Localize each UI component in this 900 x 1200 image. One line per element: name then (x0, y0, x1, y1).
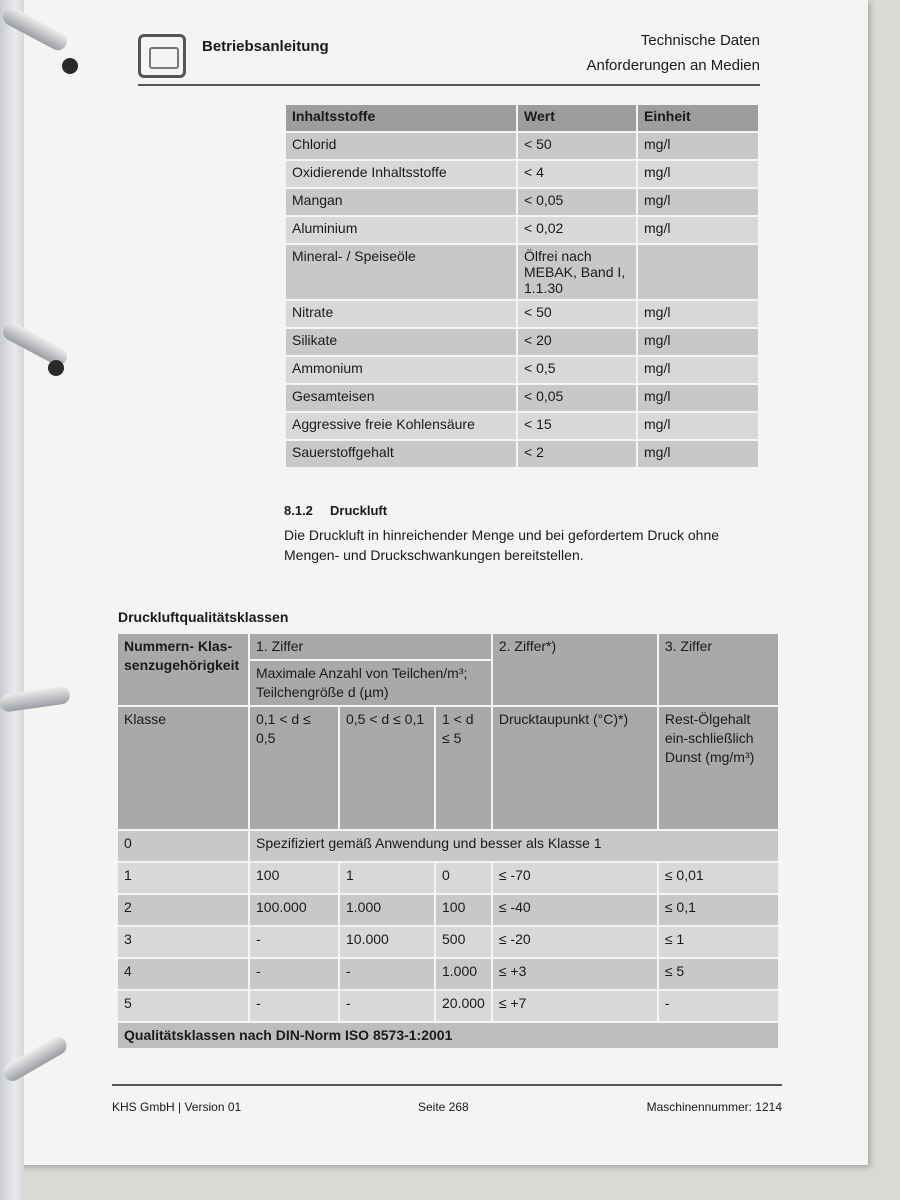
header-d2: 0,5 < d ≤ 0,1 (340, 707, 434, 829)
section-number: 8.1.2 (284, 503, 313, 518)
cell-taupunkt: ≤ -40 (493, 895, 657, 925)
table-row (286, 245, 758, 299)
header-oelgehalt: Rest-Ölgehalt ein-schließlich Dunst (mg/m³) (659, 707, 778, 829)
cell-einheit: mg/l (638, 217, 758, 243)
cell-d2: - (340, 991, 434, 1021)
table-row (118, 895, 778, 925)
table-footer-row (118, 1023, 778, 1048)
table-row (118, 991, 778, 1021)
klasse-cell: 4 (118, 959, 248, 989)
subsection-title: Anforderungen an Medien (586, 57, 760, 74)
table-row (286, 133, 758, 159)
cell-wert: < 15 (518, 413, 636, 439)
table-row (286, 161, 758, 187)
header-max-teilchen: Maximale Anzahl von Teilchen/m³; Teilchengröße d (µm) (250, 661, 491, 705)
cell-wert: < 2 (518, 441, 636, 467)
footer-page-number: Seite 268 (418, 1100, 469, 1114)
table-row (118, 959, 778, 989)
table-row (118, 831, 778, 861)
cell-wert: < 0,02 (518, 217, 636, 243)
table-row (286, 217, 758, 243)
cell-wert: < 50 (518, 133, 636, 159)
company-logo (138, 34, 186, 78)
section-title: Technische Daten (640, 32, 760, 49)
klasse-cell: 5 (118, 991, 248, 1021)
header-nummern: Nummern- Klas-senzugehörigkeit (118, 634, 248, 705)
punch-hole (48, 360, 64, 376)
cell-taupunkt: ≤ -20 (493, 927, 657, 957)
cell-oelgehalt: ≤ 0,1 (659, 895, 778, 925)
table-row (286, 413, 758, 439)
klasse-cell: 1 (118, 863, 248, 893)
header-ziffer-3: 3. Ziffer (659, 634, 778, 705)
header-taupunkt: Drucktaupunkt (°C)*) (493, 707, 657, 829)
cell-inhaltsstoff: Mineral- / Speiseöle (286, 245, 516, 299)
cell-einheit: mg/l (638, 441, 758, 467)
table-row (286, 189, 758, 215)
table-row (286, 301, 758, 327)
section-name: Druckluft (330, 503, 388, 518)
cell-wert: < 0,05 (518, 189, 636, 215)
cell-inhaltsstoff: Chlorid (286, 133, 516, 159)
cell-oelgehalt: ≤ 0,01 (659, 863, 778, 893)
cell-einheit: mg/l (638, 133, 758, 159)
cell-d1: - (250, 927, 338, 957)
header-klasse: Klasse (118, 707, 248, 829)
cell-inhaltsstoff: Silikate (286, 329, 516, 355)
cell-wert: < 20 (518, 329, 636, 355)
cell-wert: < 0,5 (518, 357, 636, 383)
cell-d3: 1.000 (436, 959, 491, 989)
header-ziffer-1: 1. Ziffer (250, 634, 491, 659)
cell-oelgehalt: ≤ 1 (659, 927, 778, 957)
table-row (118, 863, 778, 893)
cell-wert: < 0,05 (518, 385, 636, 411)
cell-oelgehalt: - (659, 991, 778, 1021)
klasse-cell: 2 (118, 895, 248, 925)
media-requirements-table (284, 103, 760, 469)
header-d1: 0,1 < d ≤ 0,5 (250, 707, 338, 829)
cell-d1: 100 (250, 863, 338, 893)
cell-d1: - (250, 991, 338, 1021)
cell-d2: 1.000 (340, 895, 434, 925)
section-heading (284, 503, 387, 518)
cell-einheit: mg/l (638, 357, 758, 383)
header-d3: 1 < d ≤ 5 (436, 707, 491, 829)
table-row (286, 357, 758, 383)
cell-d2: 10.000 (340, 927, 434, 957)
cell-d2: - (340, 959, 434, 989)
table-row (286, 385, 758, 411)
cell-einheit: mg/l (638, 189, 758, 215)
cell-inhaltsstoff: Ammonium (286, 357, 516, 383)
header-wert: Wert (518, 105, 636, 131)
cell-d2: 1 (340, 863, 434, 893)
cell-inhaltsstoff: Oxidierende Inhaltsstoffe (286, 161, 516, 187)
cell-taupunkt: ≤ +3 (493, 959, 657, 989)
cell-oelgehalt: ≤ 5 (659, 959, 778, 989)
table-row (286, 329, 758, 355)
header-inhaltsstoffe: Inhaltsstoffe (286, 105, 516, 131)
footer-machine-number: Maschinennummer: 1214 (646, 1100, 782, 1114)
cell-wert: < 4 (518, 161, 636, 187)
footnote-cell: Qualitätsklassen nach DIN-Norm ISO 8573-1:2001 (118, 1023, 778, 1048)
cell-inhaltsstoff: Nitrate (286, 301, 516, 327)
cell-einheit: mg/l (638, 301, 758, 327)
klasse-cell: 0 (118, 831, 248, 861)
footer-company: KHS GmbH | Version 01 (112, 1100, 242, 1114)
cell-einheit: mg/l (638, 329, 758, 355)
cell-inhaltsstoff: Sauerstoffgehalt (286, 441, 516, 467)
cell-wert: < 50 (518, 301, 636, 327)
klasse-cell: 3 (118, 927, 248, 957)
section-body: Die Druckluft in hinreichender Menge und bei gefordertem Druck ohne Mengen- und Druckschwankungen bereitstellen. (284, 527, 720, 563)
cell-d1: 100.000 (250, 895, 338, 925)
cell-inhaltsstoff: Gesamteisen (286, 385, 516, 411)
cell-inhaltsstoff: Aggressive freie Kohlensäure (286, 413, 516, 439)
cell-taupunkt: ≤ -70 (493, 863, 657, 893)
table-row (286, 441, 758, 467)
punch-hole (62, 58, 78, 74)
document-title: Betriebsanleitung (202, 38, 329, 55)
cell-d3: 20.000 (436, 991, 491, 1021)
cell-einheit: mg/l (638, 385, 758, 411)
table-header-row (118, 634, 778, 659)
row0-text: Spezifiziert gemäß Anwendung und besser als Klasse 1 (250, 831, 778, 861)
cell-inhaltsstoff: Mangan (286, 189, 516, 215)
cell-taupunkt: ≤ +7 (493, 991, 657, 1021)
quality-classes-title: Druckluftqualitätsklassen (118, 609, 289, 625)
header-ziffer-2: 2. Ziffer*) (493, 634, 657, 705)
cell-einheit: mg/l (638, 413, 758, 439)
cell-einheit: mg/l (638, 161, 758, 187)
table-row (118, 927, 778, 957)
cell-wert: Ölfrei nach MEBAK, Band I, 1.1.30 (518, 245, 636, 299)
cell-d1: - (250, 959, 338, 989)
cell-einheit (638, 245, 758, 299)
cell-d3: 500 (436, 927, 491, 957)
table-header-row (118, 707, 778, 829)
cell-inhaltsstoff: Aluminium (286, 217, 516, 243)
table-header-row (286, 105, 758, 131)
cell-d3: 0 (436, 863, 491, 893)
page-header (138, 30, 760, 86)
binder-edge (0, 0, 24, 1200)
header-einheit: Einheit (638, 105, 758, 131)
cell-d3: 100 (436, 895, 491, 925)
page-footer (112, 1084, 782, 1116)
quality-classes-table (116, 632, 780, 1050)
